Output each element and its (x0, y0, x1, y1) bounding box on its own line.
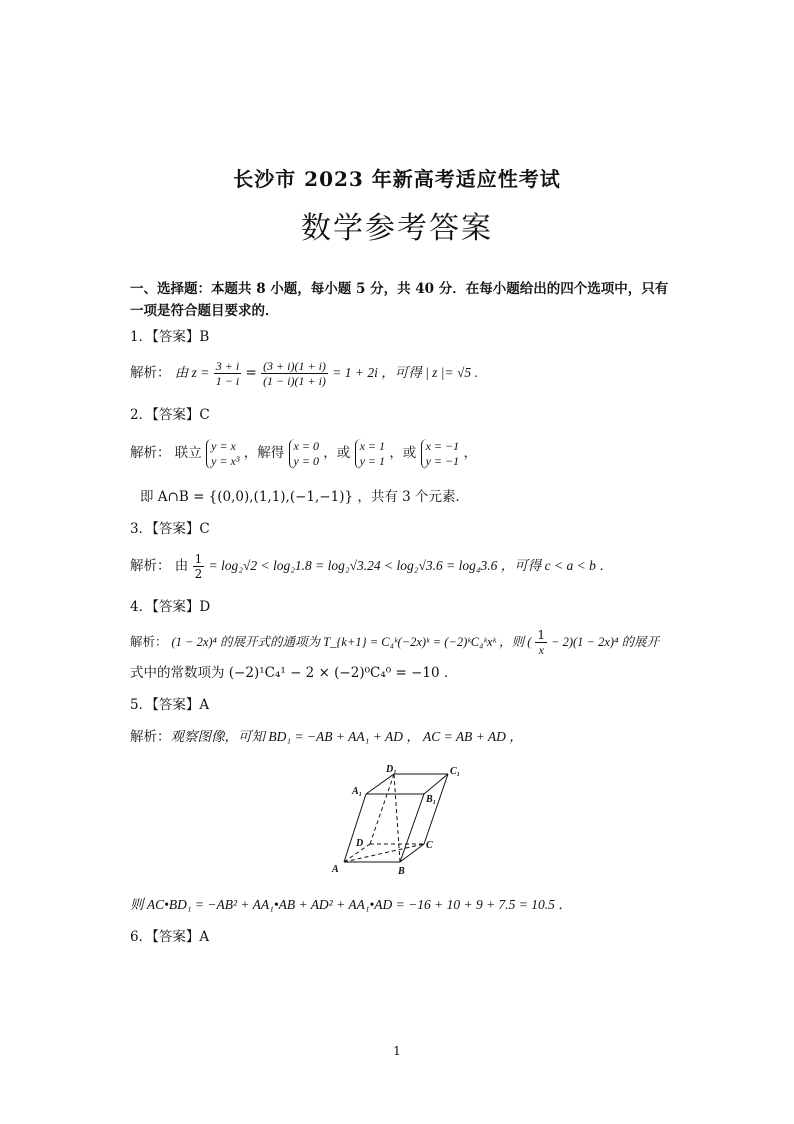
q1-answer: 1．【答案】B (130, 329, 210, 345)
q4-line-2: 式中的常数项为 (−2)¹C₄¹ − 2 × (−2)⁰C₄⁰ = −10 ． (130, 665, 458, 681)
exam-title: 长沙市 2023 年新高考适应性考试 (233, 167, 561, 191)
page-number: 1 (393, 1044, 401, 1058)
q2-lianli: 联立 (174, 445, 202, 461)
q3-post: = log₂√2 < log₂1.8 = log₂√3.24 < log₂√3.6 = log₄3.6 ，可得 c < a < b ． (208, 558, 613, 573)
q1-frac1-numerator: 3 + i (215, 359, 240, 373)
q2-analysis-label: 解析： (130, 445, 171, 461)
label-C1: C₁ (450, 766, 461, 777)
q2-huo-1: ，或 (323, 445, 351, 461)
q4-frac-denominator: x (538, 643, 544, 657)
answer-key-title: 数学参考答案 (301, 211, 493, 246)
q2-sys2-line2: y = 0 (293, 453, 319, 468)
q1-frac2-numerator: (3 + i)(1 + i) (263, 359, 326, 373)
q2-huo-2: ，或 (389, 445, 417, 461)
q2-system-3 (355, 439, 385, 469)
q1-equals: = (245, 365, 257, 381)
q5-analysis-label: 解析： (130, 729, 171, 745)
q2-analysis (130, 436, 670, 470)
q4-analysis (130, 628, 670, 657)
q3-fraction (193, 552, 205, 581)
q5-line-2: 则 AC•BD₁ = −AB² + AA₁•AB + AD² + AA₁•AD = −16 + 10 + 9 + 7.5 = 10.5 ． (130, 897, 572, 912)
q4-line1-pre: (1 − 2x)⁴ 的展开式的通项为 T_{k+1} = C₄ᵏ(−2x)ᵏ = (−2)ᵏC₄ᵏxᵏ ，则 ( (171, 635, 532, 649)
q2-sys1-line1: y = x (211, 438, 236, 453)
q1-frac1-denominator: 1 − i (215, 374, 240, 388)
q4-line1-post: − 2)(1 − 2x)⁴ 的展开 (551, 635, 660, 649)
q2-end: ， (463, 445, 477, 461)
q4-analysis-label: 解析： (130, 634, 168, 649)
q2-system-2 (289, 439, 319, 469)
q3-frac-denominator: 2 (194, 567, 203, 581)
q1-frac2-denominator: (1 − i)(1 + i) (263, 374, 326, 388)
q1-fraction-2 (261, 359, 328, 388)
q1-fraction-1 (214, 359, 241, 388)
q2-sys4-line2: y = −1 (425, 453, 460, 468)
q2-sys3-line1: x = 1 (359, 438, 386, 453)
label-A1: A₁ (352, 786, 363, 797)
q2-answer: 2．【答案】C (130, 407, 210, 423)
q1-analysis-label: 解析： (130, 365, 171, 381)
q5-line1-text: 观察图像，可知 BD₁ = −AB + AA₁ + AD ， AC = AB + AD ， (170, 729, 523, 744)
label-D1: D₁ (386, 764, 397, 775)
label-A: A (332, 864, 339, 875)
label-C: C (426, 840, 433, 851)
q5-answer: 5．【答案】A (130, 697, 210, 713)
q1-analysis-post: = 1 + 2i ，可得 | z |= √5 . (332, 365, 478, 380)
label-D: D (356, 838, 364, 849)
q6-answer: 6．【答案】A (130, 929, 210, 945)
q2-sys3-line2: y = 1 (359, 453, 386, 468)
q3-answer: 3．【答案】C (130, 521, 210, 537)
q2-line-2: 即 A∩B = {(0,0),(1,1),(−1,−1)} ，共有 3 个元素． (140, 489, 470, 505)
q2-system-4 (421, 439, 460, 469)
q2-sys1-line2: y = x³ (211, 453, 240, 468)
q4-fraction (535, 628, 547, 657)
q5-line-1 (130, 726, 670, 748)
label-B: B (398, 866, 405, 877)
section-heading: 一、选择题：本题共 8 小题，每小题 5 分，共 40 分．在每小题给出的四个选项中，只有一项是符合题目要求的． (130, 281, 669, 319)
q2-sys4-line1: x = −1 (425, 438, 460, 453)
q1-analysis-pre: 由 z = (174, 365, 210, 380)
q2-jiede: ，解得 (243, 445, 285, 461)
label-B1: B₁ (426, 794, 437, 805)
q3-analysis-label: 解析： (130, 558, 171, 574)
q4-answer: 4．【答案】D (130, 599, 211, 615)
q3-pre: 由 (174, 558, 189, 574)
q2-system-1 (206, 439, 239, 469)
q2-sys2-line1: x = 0 (293, 438, 319, 453)
parallelepiped-figure (330, 760, 470, 880)
q4-frac-numerator: 1 (537, 628, 546, 642)
q1-analysis (130, 356, 670, 390)
q3-analysis (130, 550, 670, 582)
q3-frac-numerator: 1 (194, 552, 203, 566)
